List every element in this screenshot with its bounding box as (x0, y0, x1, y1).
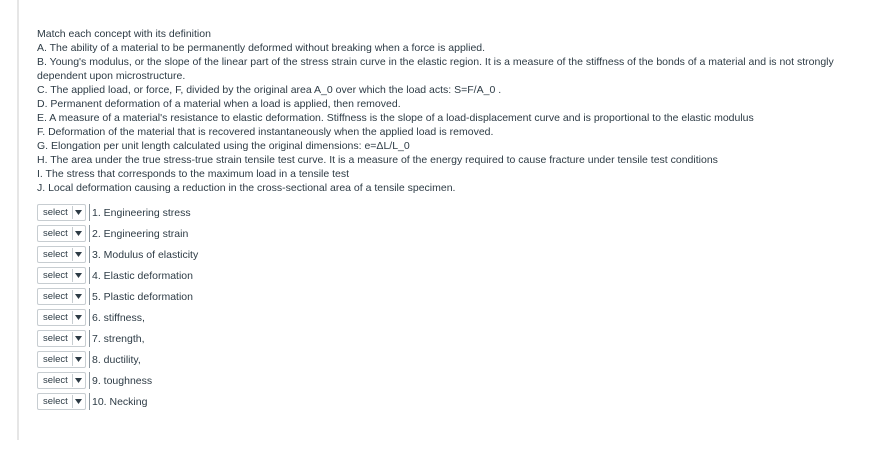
definition-c: C. The applied load, or force, F, divided by the original area A_0 over which the load acts: S=F/A_0 . (37, 84, 502, 96)
definition-j: J. Local deformation causing a reduction in the cross-sectional area of a tensile specimen. (37, 182, 456, 194)
match-row-9 (37, 371, 837, 390)
definition-b: B. Young's modulus, or the slope of the linear part of the stress strain curve in the elastic region. It is a measure of the stiffness of the bonds of a material and is not strongly dependent upon microstructure. (37, 56, 834, 82)
answer-select-value: select (43, 354, 68, 365)
row-divider (89, 225, 90, 242)
caret-down-icon[interactable] (73, 310, 85, 325)
caret-down-icon[interactable] (73, 352, 85, 367)
row-divider (89, 351, 90, 368)
concept-label: 9. toughness (92, 374, 153, 387)
definition-d: D. Permanent deformation of a material when a load is applied, then removed. (37, 98, 401, 110)
row-divider (89, 309, 90, 326)
answer-select-value: select (43, 333, 68, 344)
caret-down-icon[interactable] (73, 331, 85, 346)
match-row-6 (37, 308, 837, 327)
answer-select-value: select (43, 396, 68, 407)
definition-a: A. The ability of a material to be permanently deformed without breaking when a force is applied. (37, 42, 486, 54)
answer-select-6[interactable] (37, 309, 86, 326)
answer-select-7[interactable] (37, 330, 86, 347)
match-row-7 (37, 329, 837, 348)
question-container (37, 27, 837, 413)
concept-label: 4. Elastic deformation (92, 269, 193, 282)
concept-label: 1. Engineering stress (92, 206, 191, 219)
definition-i: I. The stress that corresponds to the maximum load in a tensile test (37, 168, 350, 180)
row-divider (89, 330, 90, 347)
concept-label: 7. strength, (92, 332, 145, 345)
row-divider (89, 267, 90, 284)
row-divider (89, 288, 90, 305)
match-row-3 (37, 245, 837, 264)
caret-down-icon[interactable] (73, 289, 85, 304)
row-divider (89, 204, 90, 221)
definition-h: H. The area under the true stress-true strain tensile test curve. It is a measure of the energy required to cause fracture under tensile test conditions (37, 154, 718, 166)
concept-label: 10. Necking (92, 395, 148, 408)
match-row-4 (37, 266, 837, 285)
definition-e: E. A measure of a material's resistance to elastic deformation. Stiffness is the slope of a load-displacement curve and is proportional to the elastic modulus (37, 112, 754, 124)
concept-label: 5. Plastic deformation (92, 290, 193, 303)
answer-select-value: select (43, 228, 68, 239)
caret-down-icon[interactable] (73, 373, 85, 388)
row-divider (89, 246, 90, 263)
answer-select-4[interactable] (37, 267, 86, 284)
answer-select-value: select (43, 270, 68, 281)
answer-select-10[interactable] (37, 393, 86, 410)
answer-select-9[interactable] (37, 372, 86, 389)
match-list (37, 203, 837, 411)
match-row-2 (37, 224, 837, 243)
caret-down-icon[interactable] (73, 247, 85, 262)
match-row-8 (37, 350, 837, 369)
answer-select-2[interactable] (37, 225, 86, 242)
match-row-5 (37, 287, 837, 306)
concept-label: 6. stiffness, (92, 311, 145, 324)
match-row-10 (37, 392, 837, 411)
caret-down-icon[interactable] (73, 268, 85, 283)
row-divider (89, 372, 90, 389)
match-row-1 (37, 203, 837, 222)
answer-select-value: select (43, 312, 68, 323)
answer-select-3[interactable] (37, 246, 86, 263)
definition-g: G. Elongation per unit length calculated using the original dimensions: e=ΔL/L_0 (37, 140, 410, 152)
answer-select-value: select (43, 291, 68, 302)
answer-select-value: select (43, 375, 68, 386)
caret-down-icon[interactable] (73, 205, 85, 220)
caret-down-icon[interactable] (73, 226, 85, 241)
concept-label: 2. Engineering strain (92, 227, 189, 240)
concept-label: 3. Modulus of elasticity (92, 248, 199, 261)
caret-down-icon[interactable] (73, 394, 85, 409)
answer-select-value: select (43, 207, 68, 218)
answer-select-5[interactable] (37, 288, 86, 305)
answer-select-value: select (43, 249, 68, 260)
answer-select-1[interactable] (37, 204, 86, 221)
question-prompt (37, 27, 837, 195)
question-instruction: Match each concept with its definition (37, 28, 211, 40)
question-left-border (17, 0, 19, 440)
definition-f: F. Deformation of the material that is recovered instantaneously when the applied load is removed. (37, 126, 494, 138)
row-divider (89, 393, 90, 410)
answer-select-8[interactable] (37, 351, 86, 368)
concept-label: 8. ductility, (92, 353, 141, 366)
